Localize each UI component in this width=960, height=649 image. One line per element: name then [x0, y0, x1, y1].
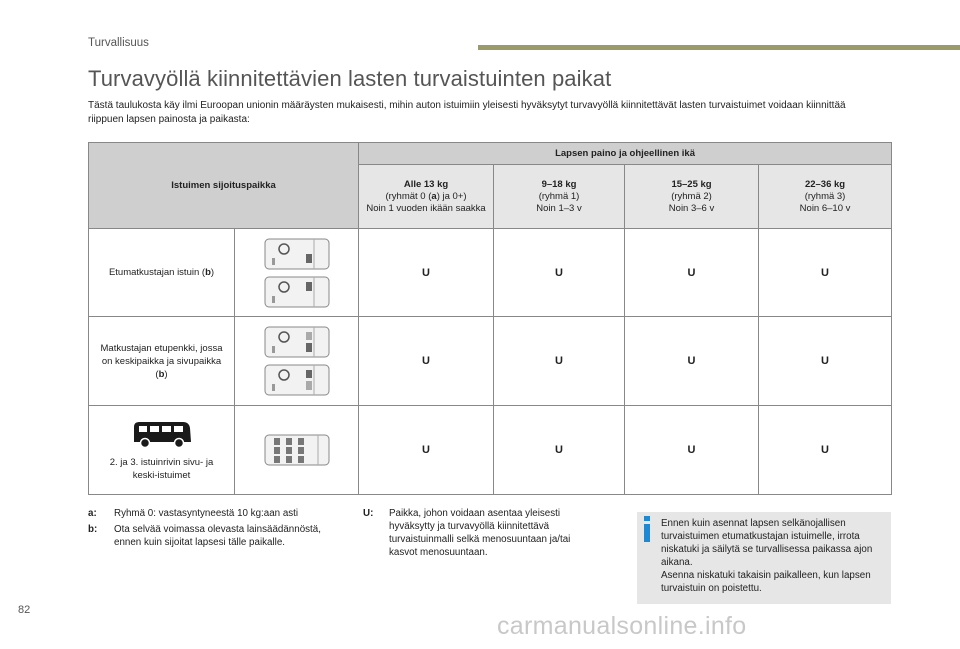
section-bar [478, 45, 960, 50]
footnote-a: a: Ryhmä 0: vastasyntyneestä 10 kg:aan asti [88, 508, 299, 519]
footnote-u: U: Paikka, johon voidaan asentaa yleisesti hyväksytty ja turvavyöllä kiinnitettävä turvaistuinmalli selkä menosuuntaan ja/tai kasvot menosuuntaan. [363, 508, 571, 558]
group-header-2: 15–25 kg (ryhmä 2) Noin 3–6 v [625, 165, 759, 229]
van-rear-seats-diagram-icon [264, 434, 330, 466]
value-cell: U [359, 406, 494, 495]
footnote-b: b: Ota selvää voimassa olevasta lainsäädännöstä, ennen kuin sijoitat lapsesi tälle paikalle. [88, 524, 321, 548]
value-cell: U [359, 229, 494, 317]
value-cell: U [494, 229, 625, 317]
van-seat-diagram-icon [264, 326, 330, 358]
value-cell: U [359, 317, 494, 406]
info-box [637, 512, 891, 604]
value-cell: U [759, 406, 892, 495]
seat-diagram-cell [235, 406, 359, 495]
row-label-rear-seats: 2. ja 3. istuinrivin sivu- ja keski-istuimet [89, 406, 235, 495]
row-label-front-passenger: Etumatkustajan istuin (b) [89, 229, 235, 317]
page-number: 82 [18, 604, 31, 616]
intro-text: Tästä taulukosta käy ilmi Euroopan unionin määräysten mukaisesti, mihin auton istuimiin yleisesti hyväksytyt turvavyöllä kiinnitettävät lasten turvaistuimet voidaan kiinnittää riippuen lapsen painosta ja paikasta: [88, 100, 846, 125]
van-seat-diagram-icon [264, 364, 330, 396]
row-label-front-bench: Matkustajan etupenkki, jossa on keskipaikka ja sivupaikka (b) [89, 317, 235, 406]
child-seat-table [88, 142, 892, 495]
seat-diagram-cell [235, 229, 359, 317]
value-cell: U [494, 317, 625, 406]
section-label: Turvallisuus [88, 37, 149, 49]
group-header-1: 9–18 kg (ryhmä 1) Noin 1–3 v [494, 165, 625, 229]
value-cell: U [625, 406, 759, 495]
value-cell: U [494, 406, 625, 495]
value-cell: U [625, 317, 759, 406]
value-cell: U [759, 229, 892, 317]
age-weight-header: Lapsen paino ja ohjeellinen ikä [359, 143, 892, 165]
seat-position-header: Istuimen sijoituspaikka [89, 143, 359, 229]
value-cell: U [625, 229, 759, 317]
value-cell: U [759, 317, 892, 406]
van-seat-diagram-icon [264, 238, 330, 270]
page-title: Turvavyöllä kiinnitettävien lasten turvaistuinten paikat [88, 66, 612, 91]
info-icon [644, 516, 650, 542]
seat-diagram-cell [235, 317, 359, 406]
minibus-icon [131, 418, 193, 450]
watermark: carmanualsonline.info [497, 612, 747, 640]
group-header-3: 22–36 kg (ryhmä 3) Noin 6–10 v [759, 165, 892, 229]
group-header-0: Alle 13 kg (ryhmät 0 (a) ja 0+) Noin 1 vuoden ikään saakka [359, 165, 494, 229]
van-seat-diagram-icon [264, 276, 330, 308]
info-text: Ennen kuin asennat lapsen selkänojallisen turvaistuimen etumatkustajan istuimelle, irrota niskatuki ja säilytä se turvallisessa paikassa ajon aikana. Asenna niskatuki takaisin paikalleen, kun lapsen turvaistuin on poistettu. [661, 518, 873, 594]
